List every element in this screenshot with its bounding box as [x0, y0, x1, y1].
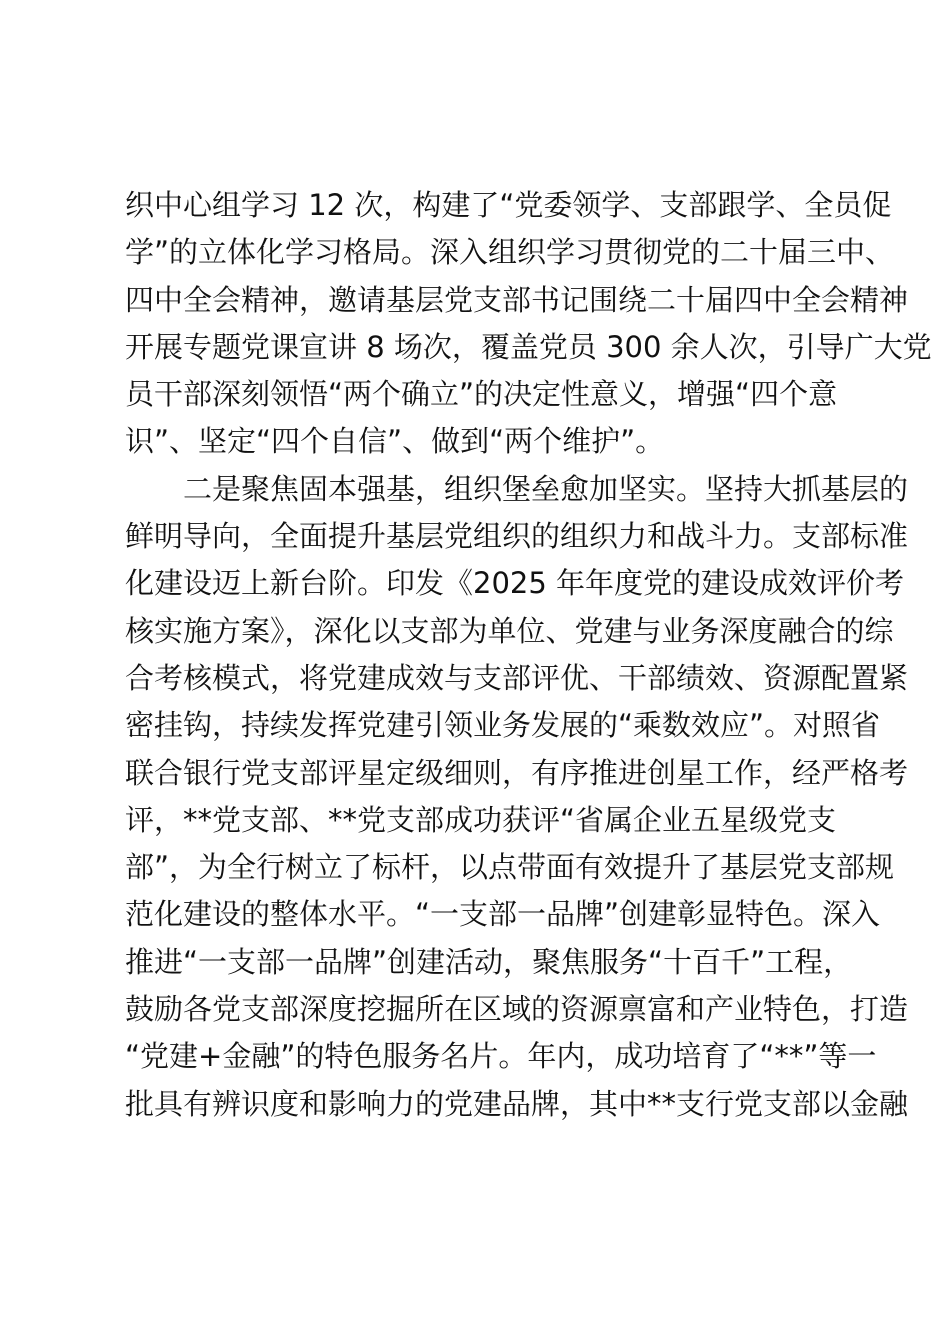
text-line: “党建+金融”的特色服务名片。年内，成功培育了“**”等一	[125, 1039, 877, 1074]
text-line: 联合银行党支部评星定级细则，有序推进创星工作，经严格考	[125, 755, 909, 790]
text-line: 四中全会精神，邀请基层党支部书记围绕二十届四中全会精神	[125, 282, 909, 317]
text-line-indented: 二是聚焦固本强基，组织堡垒愈加坚实。坚持大抓基层的	[183, 471, 909, 506]
text-line: 鲜明导向，全面提升基层党组织的组织力和战斗力。支部标准	[125, 519, 909, 554]
text-line: 密挂钩，持续发挥党建引领业务发展的“乘数效应”。对照省	[125, 708, 881, 743]
text-line: 开展专题党课宣讲 8 场次，覆盖党员 300 余人次，引导广大党	[125, 329, 932, 364]
text-line: 学”的立体化学习格局。深入组织学习贯彻党的二十届三中、	[125, 235, 895, 270]
text-line: 识”、坚定“四个自信”、做到“两个维护”。	[125, 424, 665, 459]
text-line: 评，**党支部、**党支部成功获评“省属企业五星级党支	[125, 802, 837, 837]
text-line: 推进“一支部一品牌”创建活动，聚焦服务“十百千”工程，	[125, 944, 853, 979]
text-line: 织中心组学习 12 次，构建了“党委领学、支部跟学、全员促	[125, 188, 892, 222]
text-line: 化建设迈上新台阶。印发《2025 年年度党的建设成效评价考	[125, 566, 905, 601]
text-line: 批具有辨识度和影响力的党建品牌，其中**支行党支部以金融	[125, 1086, 909, 1121]
text-line: 范化建设的整体水平。“一支部一品牌”创建彰显特色。深入	[125, 897, 881, 932]
text-line: 员干部深刻领悟“两个确立”的决定性意义，增强“四个意	[125, 377, 838, 412]
text-line: 鼓励各党支部深度挖掘所在区域的资源禀富和产业特色，打造	[125, 992, 909, 1027]
body-text	[125, 183, 932, 1129]
text-line: 核实施方案》，深化以支部为单位、党建与业务深度融合的综	[125, 613, 894, 648]
text-line: 部”，为全行树立了标杆，以点带面有效提升了基层党支部规	[125, 850, 895, 885]
text-line: 合考核模式，将党建成效与支部评优、干部绩效、资源配置紧	[125, 660, 909, 695]
